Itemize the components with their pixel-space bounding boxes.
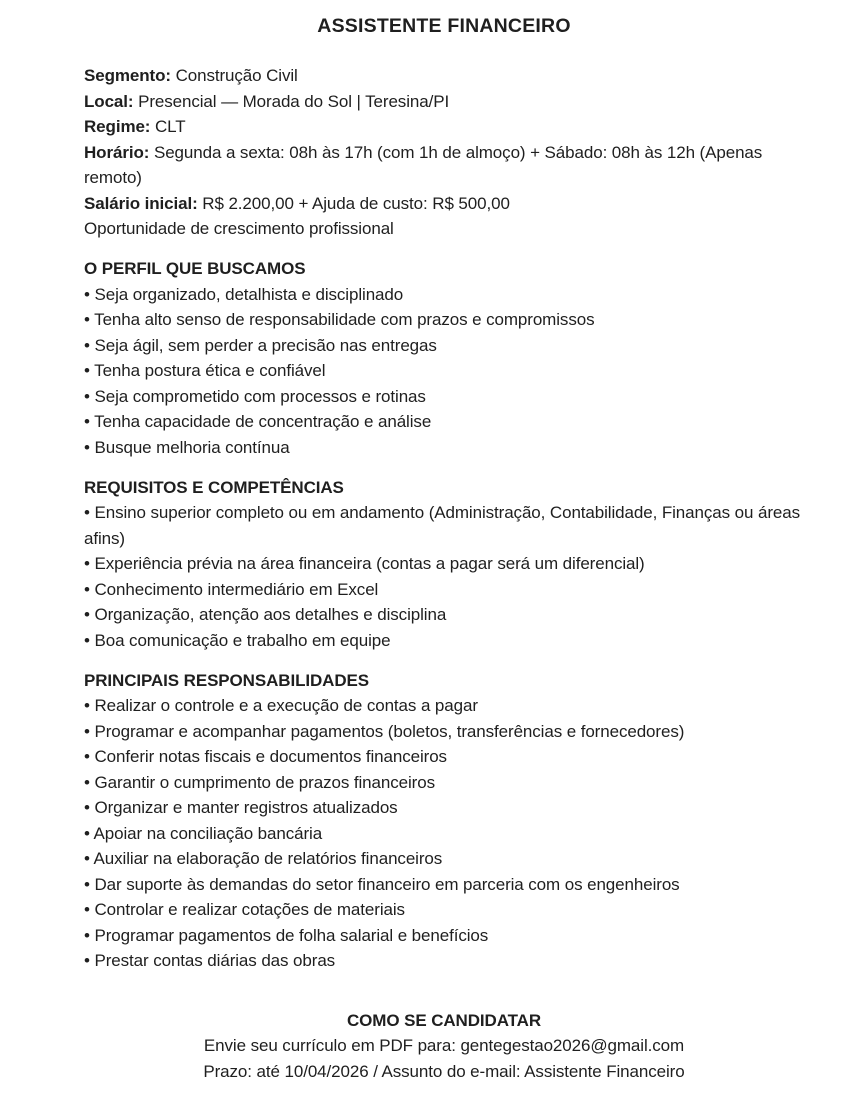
job-section: [84, 256, 804, 460]
job-section: [84, 475, 804, 654]
job-section: [84, 668, 804, 974]
section-heading: O PERFIL QUE BUSCAMOS: [84, 259, 306, 278]
bullet-icon: •: [84, 747, 95, 766]
bullet-icon: •: [84, 772, 95, 792]
bullet-item: • Programar e acompanhar pagamentos (boletos, transferências e fornecedores): [84, 721, 685, 741]
bullet-icon: •: [84, 696, 95, 715]
bullet-icon: •: [84, 900, 95, 919]
detail-label: Regime:: [84, 117, 155, 136]
bullet-icon: •: [84, 925, 95, 945]
bullet-item: • Seja ágil, sem perder a precisão nas entregas: [84, 335, 437, 355]
detail-line: Oportunidade de crescimento profissional: [84, 219, 394, 238]
bullet-icon: •: [84, 284, 95, 304]
bullet-item: • Controlar e realizar cotações de materiais: [84, 900, 405, 919]
bullet-icon: •: [84, 951, 95, 970]
detail-line: Horário: Segunda a sexta: 08h às 17h (com 1h de almoço) + Sábado: 08h às 12h (Apenas remoto): [84, 142, 763, 187]
bullet-item: • Apoiar na conciliação bancária: [84, 823, 323, 843]
section-heading: REQUISITOS E COMPETÊNCIAS: [84, 477, 344, 497]
bullet-item: • Dar suporte às demandas do setor financeiro em parceria com os engenheiros: [84, 874, 680, 894]
bullet-item: • Realizar o controle e a execução de contas a pagar: [84, 696, 478, 715]
detail-label: Salário inicial:: [84, 193, 203, 213]
bullet-item: • Prestar contas diárias das obras: [84, 951, 336, 970]
detail-label: Local:: [84, 91, 139, 111]
bullet-item: • Auxiliar na elaboração de relatórios financeiros: [84, 849, 443, 868]
job-details: [84, 63, 804, 242]
footer-email-line: Envie seu currículo em PDF para: gentegestao2026@gmail.com: [203, 1036, 685, 1055]
bullet-item: • Garantir o cumprimento de prazos financeiros: [84, 772, 435, 792]
bullet-icon: •: [84, 721, 95, 741]
bullet-item: • Conhecimento intermediário em Excel: [84, 579, 379, 599]
how-to-apply: [84, 1008, 804, 1085]
bullet-icon: •: [84, 386, 95, 406]
bullet-icon: •: [84, 823, 94, 843]
bullet-item: • Organização, atenção aos detalhes e disciplina: [84, 605, 447, 624]
detail-label: Segmento:: [84, 66, 176, 85]
bullet-icon: •: [84, 874, 95, 894]
bullet-icon: •: [84, 361, 95, 380]
bullet-icon: •: [84, 412, 95, 431]
bullet-list: [84, 282, 804, 461]
bullet-item: • Tenha postura ética e confiável: [84, 361, 326, 380]
bullet-icon: •: [84, 630, 95, 650]
detail-line: Segmento: Construção Civil: [84, 66, 298, 85]
bullet-icon: •: [84, 798, 95, 817]
bullet-item: • Seja organizado, detalhista e disciplinado: [84, 284, 404, 304]
bullet-item: • Programar pagamentos de folha salarial e benefícios: [84, 925, 489, 945]
footer-deadline-line: Prazo: até 10/04/2026 / Assunto do e-mail: Assistente Financeiro: [203, 1061, 685, 1081]
bullet-icon: •: [84, 579, 95, 599]
detail-label: Horário:: [84, 142, 154, 162]
sections: [84, 256, 804, 974]
bullet-item: • Seja comprometido com processos e rotinas: [84, 386, 426, 406]
detail-line: Local: Presencial — Morada do Sol | Teresina/PI: [84, 91, 450, 111]
bullet-item: • Tenha alto senso de responsabilidade com prazos e compromissos: [84, 310, 595, 329]
footer-heading: COMO SE CANDIDATAR: [346, 1010, 541, 1030]
bullet-item: • Busque melhoria contínua: [84, 437, 290, 457]
bullet-item: • Conferir notas fiscais e documentos financeiros: [84, 747, 447, 766]
bullet-icon: •: [84, 503, 95, 522]
page-title: ASSISTENTE FINANCEIRO: [317, 15, 571, 37]
bullet-icon: •: [84, 849, 94, 868]
bullet-icon: •: [84, 335, 95, 355]
bullet-item: • Boa comunicação e trabalho em equipe: [84, 630, 391, 650]
detail-line: Salário inicial: R$ 2.200,00 + Ajuda de custo: R$ 500,00: [84, 193, 510, 213]
bullet-list: [84, 693, 804, 974]
bullet-item: • Experiência prévia na área financeira (contas a pagar será um diferencial): [84, 554, 645, 573]
bullet-icon: •: [84, 437, 95, 457]
bullet-item: • Organizar e manter registros atualizados: [84, 798, 398, 817]
section-heading: PRINCIPAIS RESPONSABILIDADES: [84, 670, 369, 690]
bullet-icon: •: [84, 605, 95, 624]
bullet-icon: •: [84, 554, 95, 573]
bullet-item: • Ensino superior completo ou em andamento (Administração, Contabilidade, Finanças ou áreas afins): [84, 503, 800, 548]
bullet-list: [84, 500, 804, 653]
bullet-item: • Tenha capacidade de concentração e análise: [84, 412, 432, 431]
detail-line: Regime: CLT: [84, 117, 186, 136]
bullet-icon: •: [84, 310, 95, 329]
